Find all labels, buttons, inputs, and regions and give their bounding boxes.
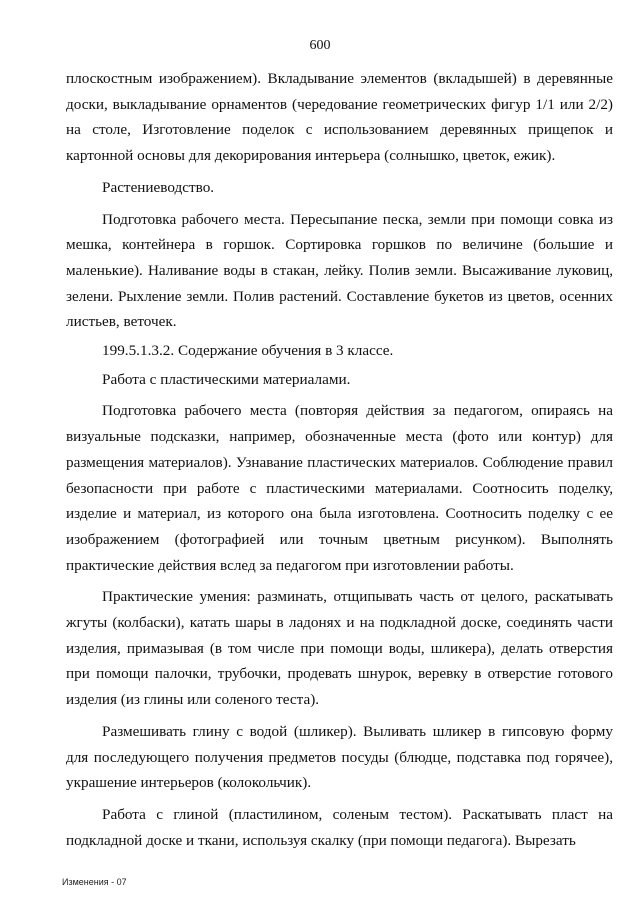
paragraph-clay-work: Работа с глиной (пластилином, соленым тестом). Раскатывать пласт на подкладной доске и ткани, используя скалку (при помощи педагога). Вырезать: [66, 805, 613, 849]
paragraph-plant-growing: Подготовка рабочего места. Пересыпание песка, земли при помощи совка из мешка, контейнера в горшок. Сортировка горшков по величине (большие и маленькие). Наливание воды в стакан, лейку. Полив земли. Высаживание луковиц, зелени. Рыхление земли. Полив растений. Составление букетов из цветов, осенних листьев, веточек.: [66, 210, 613, 331]
footer-revision-note: Изменения - 07: [62, 877, 127, 887]
paragraph-practical-skills: Практические умения: разминать, отщипывать часть от целого, раскатывать жгуты (колбаски), катать шары в ладонях и на подкладной доске, соединять части изделия, примазывая (в том числе при помощи воды, шликера), делать отверстия при помощи палочки, трубочки, продевать шнурок, веревку в отверстие готового изделия (из глины или соленого теста).: [66, 588, 613, 709]
paragraph-workplace-preparation: Подготовка рабочего места (повторяя действия за педагогом, опираясь на визуальные подсказки, например, обозначенные места (фото или контур) для размещения материалов). Узнавание пластических материалов. Соблюдение правил безопасности при работе с пластическими материалами. Соотносить поделку, изделие и материал, из которого она была изготовлена. Соотносить поделку с ее изображением (фотографией или точным цветным рисунком). Выполнять практические действия вслед за педагогом при изготовлении работы.: [66, 402, 613, 574]
paragraph-continuation: плоскостным изображением). Вкладывание элементов (вкладышей) в деревянные доски, выкладывание орнаментов (чередование геометрических фигур 1/1 или 2/2) на столе, Изготовление поделок с использованием деревянных прищепок и картонной основы для декорирования интерьера (солнышко, цветок, ежик).: [66, 70, 613, 165]
section-number-heading: 199.5.1.3.2. Содержание обучения в 3 классе.: [102, 342, 394, 360]
paragraph-clay-slip: Размешивать глину с водой (шликер). Выливать шликер в гипсовую форму для последующего получения предметов посуды (блюдце, подставка под горячее), украшение интерьеров (колокольчик).: [66, 722, 613, 792]
section-heading-plastic-materials: Работа с пластическими материалами.: [102, 370, 351, 388]
page-number: 600: [309, 38, 331, 53]
body-text: [66, 66, 613, 853]
section-heading-plant-growing: Растениеводство.: [102, 178, 215, 196]
